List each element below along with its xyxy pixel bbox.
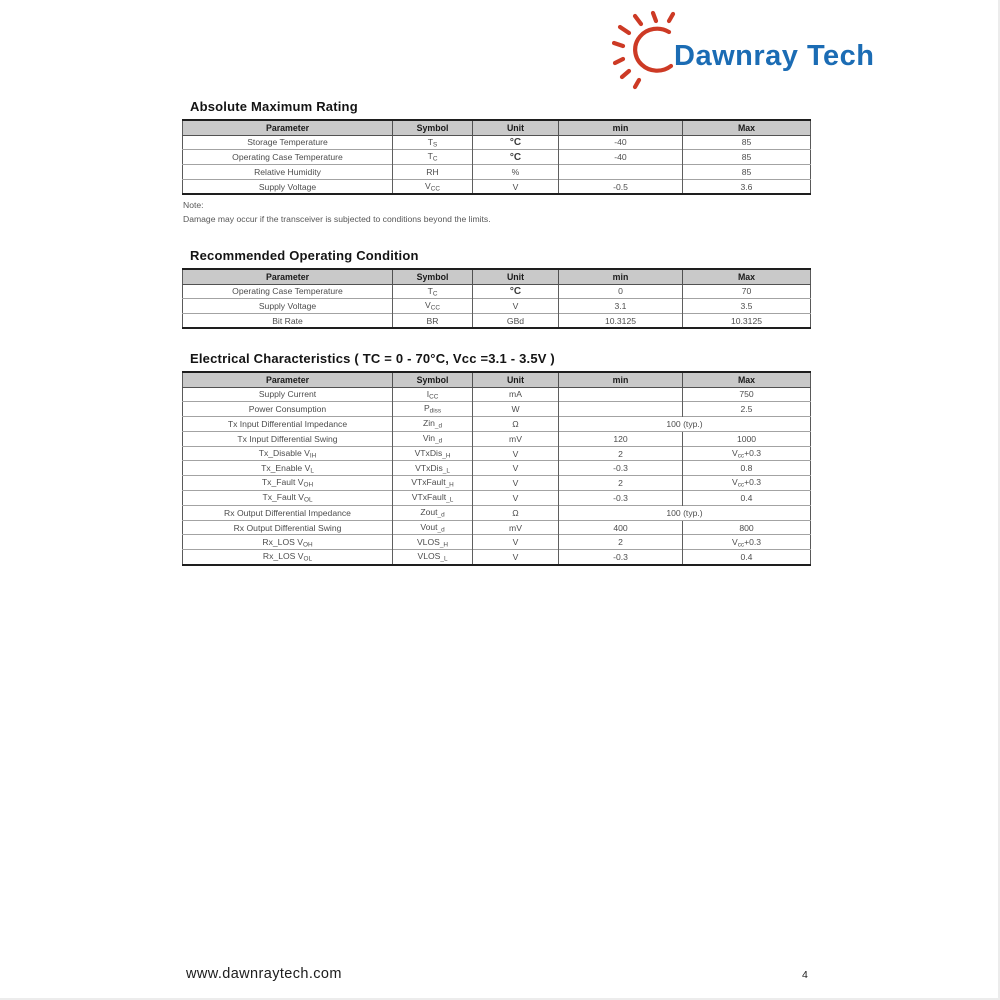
cell-text: V <box>731 477 738 488</box>
cell-text: V <box>425 300 431 311</box>
cell-symbol <box>393 179 473 194</box>
table-row <box>183 179 811 194</box>
cell-symbol <box>393 505 473 520</box>
cell-symbol <box>393 417 473 432</box>
cell-min <box>559 387 683 402</box>
cell-min: -40 <box>559 150 683 165</box>
header-row <box>183 269 811 284</box>
subscript-text: C <box>432 290 438 298</box>
cell-max: 3.6 <box>683 179 811 194</box>
subscript-text: OL <box>303 555 313 563</box>
table-row <box>183 535 811 550</box>
subscript-text: CC <box>429 393 439 401</box>
cell-max: 2.5 <box>683 402 811 417</box>
footer-website: www.dawnraytech.com <box>186 966 342 982</box>
company-logo <box>612 10 874 90</box>
cell-text: I <box>426 388 430 399</box>
cell-max: 85 <box>683 150 811 165</box>
cell-text: +0.3 <box>744 536 762 547</box>
cell-unit: V <box>473 535 559 550</box>
cell-parameter: Bit Rate <box>183 314 393 329</box>
note-label: Note: <box>183 200 204 211</box>
section-heading: Recommended Operating Condition <box>190 248 419 263</box>
header-row <box>183 372 811 387</box>
cell-parameter: Storage Temperature <box>183 135 393 150</box>
column-header: min <box>559 372 683 387</box>
electrical-characteristics-table <box>182 371 811 566</box>
cell-text: Tx_Enable V <box>261 462 311 473</box>
cell-text: V <box>425 180 431 191</box>
table-row <box>183 491 811 506</box>
cell-text: Vin <box>422 433 436 444</box>
cell-parameter: Rx Output Differential Impedance <box>183 505 393 520</box>
cell-unit: % <box>473 165 559 180</box>
cell-parameter: Operating Case Temperature <box>183 284 393 299</box>
subscript-text: OH <box>303 541 313 549</box>
cell-text: Tx_Disable V <box>258 447 310 458</box>
cell-max: 70 <box>683 284 811 299</box>
note-text: Damage may occur if the transceiver is subjected to conditions beyond the limits. <box>183 214 491 225</box>
subscript-text: _H <box>445 481 454 489</box>
table-row <box>183 461 811 476</box>
cell-parameter: Supply Current <box>183 387 393 402</box>
section-electrical-characteristics <box>182 351 810 566</box>
table-row <box>183 150 811 165</box>
cell-min: 3.1 <box>559 299 683 314</box>
subscript-text: cc <box>737 452 745 460</box>
cell-text: P <box>423 403 430 414</box>
subscript-text: diss <box>429 407 442 415</box>
table-row <box>183 135 811 150</box>
cell-unit <box>473 284 559 299</box>
cell-min: 0 <box>559 284 683 299</box>
cell-max: 10.3125 <box>683 314 811 329</box>
subscript-text: CC <box>430 304 440 312</box>
cell-symbol <box>393 446 473 461</box>
column-header: min <box>559 120 683 135</box>
cell-unit: Ω <box>473 505 559 520</box>
table-row <box>183 505 811 520</box>
table-row <box>183 165 811 180</box>
column-header: min <box>559 269 683 284</box>
table-row <box>183 446 811 461</box>
cell-min: 2 <box>559 446 683 461</box>
cell-symbol <box>393 520 473 535</box>
cell-unit: V <box>473 299 559 314</box>
cell-text: VTxFault <box>411 492 447 503</box>
column-header: Parameter <box>183 372 393 387</box>
cell-symbol <box>393 402 473 417</box>
cell-parameter <box>183 461 393 476</box>
section-absolute-maximum-rating <box>182 99 810 226</box>
subscript-text: _L <box>446 496 454 504</box>
cell-text: VLOS <box>416 536 440 547</box>
cell-text: Vout <box>420 521 438 532</box>
cell-max <box>683 446 811 461</box>
cell-unit: Ω <box>473 417 559 432</box>
cell-symbol <box>393 476 473 491</box>
cell-symbol: RH <box>393 165 473 180</box>
cell-min-max-span: 100 (typ.) <box>559 417 811 432</box>
subscript-text: cc <box>737 481 745 489</box>
absolute-maximum-rating-table <box>182 119 811 195</box>
recommended-operating-condition-table <box>182 268 811 329</box>
cell-parameter: Operating Case Temperature <box>183 150 393 165</box>
cell-parameter: Rx Output Differential Swing <box>183 520 393 535</box>
column-header: Unit <box>473 269 559 284</box>
cell-text: Rx_LOS V <box>262 551 304 562</box>
subscript-text: _d <box>434 422 443 430</box>
table-note <box>183 198 810 226</box>
cell-text: VTxFault <box>411 477 446 488</box>
cell-max: 85 <box>683 165 811 180</box>
column-header: Symbol <box>393 372 473 387</box>
cell-unit: V <box>473 491 559 506</box>
cell-text: T <box>427 151 433 162</box>
cell-text: V <box>731 536 738 547</box>
cell-text: Tx_Fault V <box>261 477 304 488</box>
cell-text: VLOS <box>417 551 441 562</box>
cell-parameter <box>183 535 393 550</box>
cell-text: VTxDis <box>415 462 443 473</box>
cell-max: 1000 <box>683 431 811 446</box>
column-header: Symbol <box>393 120 473 135</box>
table-row <box>183 299 811 314</box>
column-header: Unit <box>473 372 559 387</box>
column-header: Symbol <box>393 269 473 284</box>
cell-text: Rx_LOS V <box>262 536 303 547</box>
cell-min: 120 <box>559 431 683 446</box>
subscript-text: CC <box>430 185 440 193</box>
cell-max <box>683 535 811 550</box>
column-header: Unit <box>473 120 559 135</box>
cell-max <box>683 476 811 491</box>
subscript-text: _L <box>440 555 448 563</box>
cell-parameter: Supply Voltage <box>183 299 393 314</box>
cell-symbol <box>393 150 473 165</box>
cell-min: 2 <box>559 535 683 550</box>
table-row <box>183 417 811 432</box>
subscript-text: L <box>310 467 314 475</box>
cell-symbol <box>393 550 473 565</box>
cell-parameter: Tx Input Differential Swing <box>183 431 393 446</box>
header-row <box>183 120 811 135</box>
section-heading: Absolute Maximum Rating <box>190 99 358 114</box>
cell-symbol: BR <box>393 314 473 329</box>
cell-symbol <box>393 535 473 550</box>
cell-parameter: Relative Humidity <box>183 165 393 180</box>
table-row <box>183 476 811 491</box>
cell-symbol <box>393 299 473 314</box>
cell-min: -0.3 <box>559 491 683 506</box>
logo-text: Dawnray Tech <box>674 40 875 72</box>
subscript-text: cc <box>737 541 745 549</box>
cell-parameter: Power Consumption <box>183 402 393 417</box>
cell-text: Zin <box>422 418 435 429</box>
subscript-text: S <box>432 141 438 149</box>
subscript-text: _d <box>437 526 445 534</box>
column-header: Max <box>683 269 811 284</box>
cell-symbol <box>393 135 473 150</box>
cell-min <box>559 165 683 180</box>
cell-text: Tx_Fault V <box>262 492 305 503</box>
cell-text: °C <box>509 285 522 297</box>
cell-max: 750 <box>683 387 811 402</box>
cell-max: 85 <box>683 135 811 150</box>
cell-min: -0.5 <box>559 179 683 194</box>
cell-parameter: Tx Input Differential Impedance <box>183 417 393 432</box>
table-row <box>183 520 811 535</box>
column-header: Max <box>683 372 811 387</box>
column-header: Max <box>683 120 811 135</box>
cell-min: -0.3 <box>559 461 683 476</box>
table-row <box>183 550 811 565</box>
subscript-text: _d <box>437 511 445 519</box>
cell-text: °C <box>509 136 522 148</box>
subscript-text: _H <box>442 452 451 460</box>
cell-text: +0.3 <box>744 477 762 488</box>
cell-unit: mA <box>473 387 559 402</box>
cell-symbol <box>393 491 473 506</box>
subscript-text: IH <box>309 452 317 460</box>
footer-page-number: 4 <box>802 969 808 981</box>
subscript-text: C <box>432 155 438 163</box>
cell-max: 0.4 <box>683 550 811 565</box>
cell-unit: mV <box>473 431 559 446</box>
cell-unit: V <box>473 550 559 565</box>
cell-unit: V <box>473 476 559 491</box>
table-row <box>183 431 811 446</box>
section-recommended-operating-condition <box>182 248 810 329</box>
column-header: Parameter <box>183 269 393 284</box>
cell-min-max-span: 100 (typ.) <box>559 505 811 520</box>
cell-parameter: Supply Voltage <box>183 179 393 194</box>
cell-parameter <box>183 476 393 491</box>
cell-min: 2 <box>559 476 683 491</box>
cell-text: °C <box>509 151 522 163</box>
cell-min: 10.3125 <box>559 314 683 329</box>
table-row <box>183 402 811 417</box>
cell-max: 800 <box>683 520 811 535</box>
cell-unit: GBd <box>473 314 559 329</box>
cell-symbol <box>393 461 473 476</box>
cell-text: T <box>427 285 433 296</box>
cell-unit <box>473 135 559 150</box>
table-row <box>183 284 811 299</box>
subscript-text: _H <box>439 541 449 549</box>
subscript-text: _L <box>442 467 450 475</box>
table-row <box>183 387 811 402</box>
cell-symbol <box>393 431 473 446</box>
cell-text: T <box>427 136 433 147</box>
table-row <box>183 314 811 329</box>
cell-parameter <box>183 446 393 461</box>
cell-text: VTxDis <box>414 447 443 458</box>
column-header: Parameter <box>183 120 393 135</box>
cell-max: 3.5 <box>683 299 811 314</box>
subscript-text: OL <box>304 496 313 504</box>
cell-text: V <box>731 447 738 458</box>
section-heading: Electrical Characteristics ( TC = 0 - 70°C, Vcc =3.1 - 3.5V ) <box>190 351 555 366</box>
cell-parameter <box>183 550 393 565</box>
subscript-text: _d <box>435 437 443 445</box>
cell-max: 0.4 <box>683 491 811 506</box>
cell-unit <box>473 150 559 165</box>
cell-unit: V <box>473 461 559 476</box>
cell-text: Zout <box>420 507 438 518</box>
cell-min: 400 <box>559 520 683 535</box>
cell-min: -0.3 <box>559 550 683 565</box>
subscript-text: OH <box>303 481 314 489</box>
cell-text: +0.3 <box>744 447 762 458</box>
cell-symbol <box>393 387 473 402</box>
cell-unit: mV <box>473 520 559 535</box>
cell-unit: W <box>473 402 559 417</box>
cell-parameter <box>183 491 393 506</box>
cell-min: -40 <box>559 135 683 150</box>
cell-unit: V <box>473 446 559 461</box>
cell-unit: V <box>473 179 559 194</box>
cell-symbol <box>393 284 473 299</box>
cell-min <box>559 402 683 417</box>
cell-max: 0.8 <box>683 461 811 476</box>
